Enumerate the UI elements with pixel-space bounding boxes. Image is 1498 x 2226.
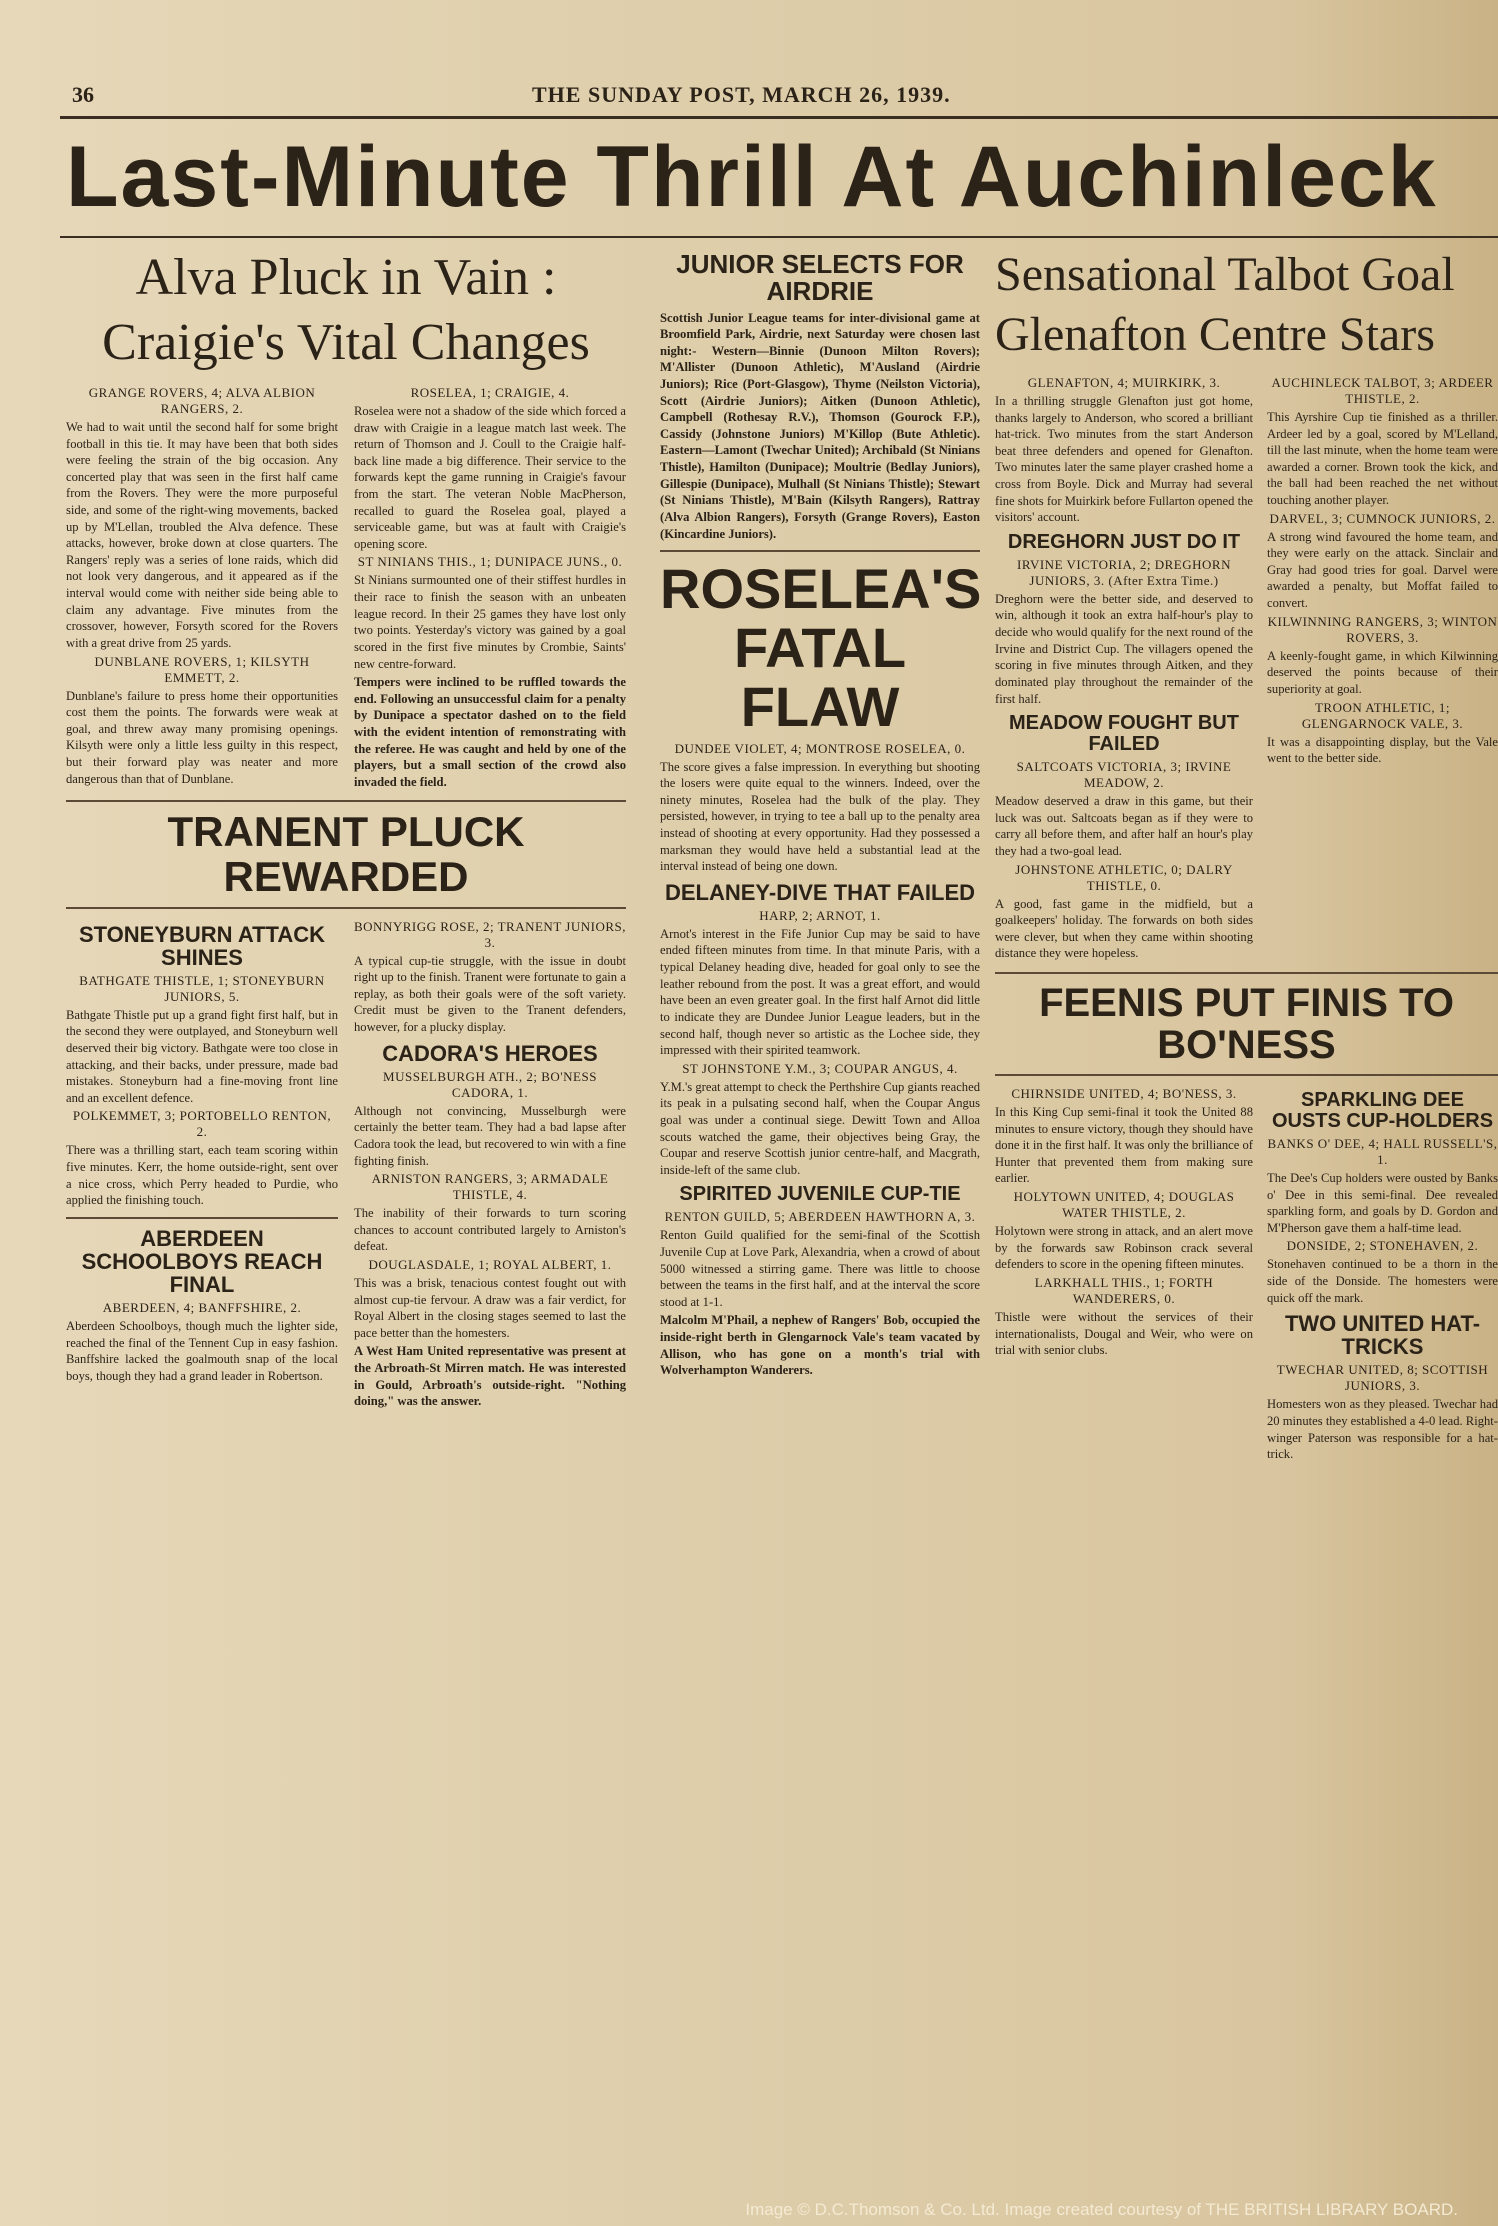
aberdeen-score: ABERDEEN, 4; BANFFSHIRE, 2. [102, 1300, 302, 1316]
right-lower-subcolumns [995, 1084, 1498, 1465]
stjohnstone-score: ST JOHNSTONE Y.M., 3; COUPAR ANGUS, 4. [682, 1060, 958, 1076]
alva-headline: Alva Pluck in Vain : [135, 249, 557, 306]
divider [66, 1217, 338, 1219]
two-united-headline: TWO UNITED HAT-TRICKS [1284, 1311, 1481, 1360]
westham-notice: A West Ham United representative was present at the Arbroath-St Mirren match. He was interested in Gould, Arbroath's outside-right. "Nothing doing," was the answer. [354, 1344, 626, 1409]
juvenile-headline: SPIRITED JUVENILE CUP-TIE [679, 1183, 961, 1206]
dundee-score: DUNDEE VIOLET, 4; MONTROSE ROSELEA, 0. [674, 740, 966, 756]
stoneyburn-headline: STONEYBURN ATTACK SHINES [78, 921, 326, 970]
chirnside-report: In this King Cup semi-final it took the United 88 minutes to ensure victory, though they should have done it in the first half. It was only the brilliance of Hunter that prevented them from making sure earlier. [995, 1105, 1253, 1186]
divider [66, 907, 626, 909]
renton-score: RENTON GUILD, 5; ABERDEEN HAWTHORN A, 3. [664, 1209, 976, 1225]
banks-report: The Dee's Cup holders were ousted by Banks o' Dee in this semi-final. Dee revealed sparkling form, and goals by D. Gordon and M'Pherson gave them a half-time lead. [1267, 1171, 1498, 1235]
subcolumn-d [354, 917, 626, 1412]
douglasdale-report: This was a brisk, tenacious contest fought out with almost cup-tie fervour. A draw was a fair verdict, for Royal Albert in the closing stages seemed to last the pace better than the homesters. [354, 1276, 626, 1340]
johnstone-report: A good, fast game in the midfield, but a goalkeepers' holiday. The forwards on both sides were clever, but when they came within shooting distance they were hopeless. [995, 896, 1253, 961]
delaney-headline: DELANEY-DIVE THAT FAILED [664, 879, 976, 905]
aberdeen-report: Aberdeen Schoolboys, though much the lighter side, reached the final of the Tennent Cup in easy fashion. Banffshire lacked the goalmouth snap of the local boys, though they had a grand leader in Robertson. [66, 1319, 338, 1383]
ninians-score: ST NINIANS THIS., 1; DUNIPACE JUNS., 0. [357, 554, 623, 570]
glenafton-headline: Glenafton Centre Stars [995, 308, 1435, 361]
junior-selects-headline: JUNIOR SELECTS FOR AIRDRIE [676, 249, 964, 307]
banner-headline: Last-Minute Thrill At Auchinleck [66, 129, 1438, 225]
cadora-headline: CADORA'S HEROES [382, 1040, 598, 1066]
subcolumn-e [995, 373, 1253, 964]
masthead [72, 82, 1448, 110]
darvel-report: A strong wind favoured the home team, and they were early on the attack. Sinclair and Gray had good tries for goal. Darvel were awarded a penalty, but Moffat failed to convert. [1267, 529, 1498, 611]
holytown-score: HOLYTOWN UNITED, 4; DOUGLAS WATER THISTLE, 2. [1013, 1189, 1235, 1221]
glenafton-report: In a thrilling struggle Glenafton just got home, thanks largely to Anderson, who scored a brilliant hat-trick. Two minutes from the start Anderson beat three defenders and opened for Glenafton. Two minutes later the same player crashed home a cross from Boyle. Dick and Murray had several fine shots for Muirkirk before Fullarton opened the visitors' account. [995, 394, 1253, 525]
page-number: 36 [72, 82, 94, 107]
kilwinning-score: KILWINNING RANGERS, 3; WINTON ROVERS, 3. [1267, 613, 1498, 645]
larkhall-report: Thistle were without the services of their internationalists, Dougal and Weir, who were on trial with senior clubs. [995, 1309, 1253, 1358]
meadow-score: SALTCOATS VICTORIA, 3; IRVINE MEADOW, 2. [1016, 759, 1232, 791]
subcolumn-b [354, 383, 626, 792]
ninians-report: St Ninians surmounted one of their stiffest hurdles in their race to finish the season with an unbeaten league record. In their 25 games they have lost only two points. Yesterday's victory was gained by a goal scored in the first five minutes by Crombie, Saints' new centre-forward. [354, 573, 626, 671]
right-subcolumns [995, 373, 1498, 964]
tranent-headline: TRANENT PLUCK REWARDED [167, 808, 525, 900]
johnstone-score: JOHNSTONE ATHLETIC, 0; DALRY THISTLE, 0. [1015, 861, 1233, 893]
arniston-score: ARNISTON RANGERS, 3; ARMADALE THISTLE, 4. [371, 1171, 609, 1203]
divider [995, 972, 1498, 974]
dundee-report: The score gives a false impression. In everything but shooting the losers were quite equal to the winners. Indeed, over the ninety minutes, Roselea had the bulk of the play. They persisted, however, in trying to tee a ball up to the penalty area instead of shooting at every opportunity. Had they possessed a marksman they would have held a substantial lead at the interval instead of being one down. [660, 759, 980, 874]
meadow-report: Meadow deserved a draw in this game, but their luck was out. Saltcoats began as if they were to carry all before them, and after half an hour's play they had a two-goal lead. [995, 794, 1253, 858]
right-column [995, 245, 1498, 1465]
dreghorn-report: Dreghorn were the better side, and deserved to win, although it took an extra half-hour's play to decide who would qualify for the next round of the Irvine and District Cup. The villagers opened the scoring in five minutes through Aitken, and they dominated play throughout the remainder of the first half. [995, 591, 1253, 706]
troon-score: TROON ATHLETIC, 1; GLENGARNOCK VALE, 3. [1301, 699, 1464, 731]
left-column [66, 245, 626, 1412]
polkemmet-score: POLKEMMET, 3; PORTOBELLO RENTON, 2. [72, 1108, 332, 1140]
twechar-report: Homesters won as they pleased. Twechar had 20 minutes they established a 4-0 lead. Right-winger Paterson was responsible for a hat-trick. [1267, 1397, 1498, 1462]
junior-selects-report: Scottish Junior League teams for inter-divisional game at Broomfield Park, Airdrie, next Saturday were chosen last night:- Western—Binnie (Dunoon Milton Rovers); M'Allister (Dunoon Athletic), M'Ausland (Airdrie Juniors); Rice (Port-Glasgow), Thyme (Neilston Victoria), Scott (Airdrie Juniors); Aitken (Dunoon Athletic), Campbell (Rothesay R.V.), Thomson (Gourock F.P.), Cassidy (Johnstone Juniors) M'Killop (Bute Athletic). Eastern—Lamont (Twechar United); Archibald (St Ninians Thistle), Hamilton (Dunipace); Moultrie (Bedlay Juniors), Gillespie (Dunipace), Mulhall (St Ninians Thistle); Stewart (St Ninians Thistle), M'Bain (Kilsyth Rangers), Rattray (Alva Albion Rangers), Forsyth (Grange Rovers), Easton (Kincardine Juniors). [660, 310, 980, 541]
bonnyrigg-report: A typical cup-tie struggle, with the issue in doubt right up to the finish. Tranent were fortunate to gain a replay, as both their goals were of the soft variety. Credit must be given to the Tranent defenders, however, for a plucky display. [354, 953, 626, 1035]
aberdeen-headline: ABERDEEN SCHOOLBOYS REACH FINAL [81, 1225, 323, 1298]
dreghorn-score: IRVINE VICTORIA, 2; DREGHORN JUNIORS, 3. (After Extra Time.) [1017, 556, 1231, 588]
harp-report: Arnot's interest in the Fife Junior Cup may be said to have ended fifteen minutes from time. In that minute Paris, with a typical Delaney heading dive, headed for goal only to see the leather rebound from the post. It was a great effort, and would have been an even greater goal. In the first half Arnot did little to indicate they are Dundee Junior League leaders, but in the second half, though never so artistic as the Lochee side, they impressed with their spirited teamwork. [660, 926, 980, 1058]
meadow-headline: MEADOW FOUGHT BUT FAILED [1009, 712, 1239, 756]
stjohnstone-report: Y.M.'s great attempt to check the Perthshire Cup giants reached its peak in a pulsating second half, when the Coupar Angus goal was under a continual siege. Dewitt Town and Alloa scouts watched the game, their objectives being Gray, the Coupar and reserve Scottish junior centre-half, and Macgrath, inside-left of the same club. [660, 1079, 980, 1177]
left-subcolumns [66, 383, 626, 792]
grange-score: GRANGE ROVERS, 4; ALVA ALBION RANGERS, 2. [88, 385, 316, 416]
copyright-watermark: Image © D.C.Thomson & Co. Ltd. Image created courtesy of THE BRITISH LIBRARY BOARD. [745, 2200, 1458, 2219]
auchinleck-report: This Ayrshire Cup tie finished as a thriller. Ardeer led by a goal, scored by M'Lelland, till the last minute, when the home team were awarded a corner. Brown took the kick, and the ball had been reached the net without touching another player. [1267, 410, 1498, 508]
glenafton-score: GLENAFTON, 4; MUIRKIRK, 3. [1027, 375, 1221, 390]
banks-score: BANKS O' DEE, 4; HALL RUSSELL'S, 1. [1267, 1136, 1498, 1168]
cadora-report: Although not convincing, Musselburgh were certainly the better team. They had a bad lapse after Cadora took the lead, but recovered to win with a fine fighting finish. [354, 1103, 626, 1168]
darvel-score: DARVEL, 3; CUMNOCK JUNIORS, 2. [1269, 510, 1496, 526]
tempers-notice: Tempers were inclined to be ruffled towards the end. Following an unsuccessful claim for a penalty by Dunipace a spectator dashed on to the field with the evident intention of remonstrating with the referee. He was caught and held by one of the players, but a small section of the crowd also invaded the field. [354, 675, 626, 789]
bonnyrigg-score: BONNYRIGG ROSE, 2; TRANENT JUNIORS, 3. [354, 918, 626, 950]
dreghorn-headline: DREGHORN JUST DO IT [1007, 530, 1241, 553]
twechar-score: TWECHAR UNITED, 8; SCOTTISH JUNIORS, 3. [1276, 1362, 1489, 1394]
dunblane-score: DUNBLANE ROVERS, 1; KILSYTH EMMETT, 2. [94, 653, 310, 685]
holytown-report: Holytown were strong in attack, and an alert move by the forwards saw Robinson crack several defenders to score in the opening fifteen minutes. [995, 1224, 1253, 1272]
craigie-headline: Craigie's Vital Changes [102, 314, 590, 371]
stoneyburn-score: BATHGATE THISTLE, 1; STONEYBURN JUNIORS, 5. [79, 972, 325, 1004]
mphail-notice: Malcolm M'Phail, a nephew of Rangers' Bob, occupied the inside-right berth in Glengarnock Vale's team vacated by Allison, who has gone on a month's trial with Wolverhampton Wanderers. [660, 1313, 980, 1378]
masthead-rule [60, 116, 1498, 119]
cadora-score: MUSSELBURGH ATH., 2; BO'NESS CADORA, 1. [383, 1068, 597, 1100]
polkemmet-report: There was a thrilling start, each team scoring within five minutes. Kerr, the home outside-right, sent over a nice cross, which Perry headed to Purdie, who applied the finishing touch. [66, 1143, 338, 1208]
divider [66, 800, 626, 802]
larkhall-score: LARKHALL THIS., 1; FORTH WANDERERS, 0. [1034, 1274, 1214, 1306]
sparkling-dee-headline: SPARKLING DEE OUSTS CUP-HOLDERS [1271, 1089, 1494, 1133]
subcolumn-f [1267, 373, 1498, 964]
douglasdale-score: DOUGLASDALE, 1; ROYAL ALBERT, 1. [368, 1257, 612, 1272]
subcolumn-c [66, 917, 338, 1412]
donside-report: Stonehaven continued to be a thorn in the side of the Donside. The homesters were quick off the mark. [1267, 1257, 1498, 1305]
talbot-headline: Sensational Talbot Goal [995, 248, 1455, 301]
subcolumn-g [995, 1084, 1253, 1465]
roselea-score: ROSELEA, 1; CRAIGIE, 4. [410, 385, 570, 400]
troon-report: It was a disappointing display, but the Vale went to the better side. [1267, 734, 1498, 766]
grange-report: We had to wait until the second half for some bright football in this tie. It may have been that both sides were feeling the strain of the big occasion. Any concerted play that was seen in the first half came from the Rovers. They were the more purposeful side, and some of the right-wing movements, backed up by M'Lellan, troubled the Alva defence. These attacks, however, broke down at close quarters. The Rangers' reply was a series of lone raids, which did not look very dangerous, and it appeared as if the interval would come with neither side being able to claim any advantage. Five minutes from the crossover, however, Forsyth scored for the Rovers with a great drive from 25 yards. [66, 420, 338, 650]
dunblane-report: Dunblane's failure to press home their opportunities cost them the points. The forwards were weak at goal, and threw away many promising openings. Kilsyth were only a little less guilty in this respect, but their forward play was neater and more dangerous than that of Dunblane. [66, 688, 338, 786]
divider [660, 550, 980, 552]
masthead-title: THE SUNDAY POST, MARCH 26, 1939. [532, 82, 951, 107]
subcolumn-h [1267, 1084, 1498, 1465]
arniston-report: The inability of their forwards to turn scoring chances to account contributed largely to Arniston's defeat. [354, 1206, 626, 1254]
divider [995, 1074, 1498, 1076]
auchinleck-score: AUCHINLECK TALBOT, 3; ARDEER THISTLE, 2. [1271, 375, 1494, 406]
stoneyburn-report: Bathgate Thistle put up a grand fight first half, but in the second they were outplayed, and Stoneyburn well deserved their big victory. Bathgate were too close in attacking, and their backs, under pressure, made bad mistakes. Stoneyburn had a fine-moving front line and an excellent defence. [66, 1007, 338, 1105]
renton-report: Renton Guild qualified for the semi-final of the Scottish Juvenile Cup at Love Park, Alexandria, when a crowd of about 5000 witnessed a stirring game. There was little to choose between the teams in the first half, and at the interval the score stood at 1-1. [660, 1228, 980, 1309]
banner-rule [60, 236, 1498, 238]
roselea-report: Roselea were not a shadow of the side which forced a draw with Craigie in a league match last week. The return of Thomson and J. Coull to the Craigie half-back line made a big difference. Their service to the forwards kept the game running in Craigie's favour from the start. The veteran Noble MacPherson, recalled to guard the Roselea goal, played a serviceable game, but was at fault with Craigie's opening score. [354, 404, 626, 551]
feenis-headline: FEENIS PUT FINIS TO BO'NESS [1039, 981, 1454, 1068]
subcolumn-a [66, 383, 338, 792]
roselea-flaw-headline: ROSELEA'S FATAL FLAW [660, 557, 982, 738]
middle-column [660, 245, 980, 1381]
left-lower-subcolumns [66, 917, 626, 1412]
donside-score: DONSIDE, 2; STONEHAVEN, 2. [1286, 1238, 1479, 1254]
chirnside-score: CHIRNSIDE UNITED, 4; BO'NESS, 3. [1011, 1086, 1237, 1102]
harp-score: HARP, 2; ARNOT, 1. [759, 907, 881, 923]
kilwinning-report: A keenly-fought game, in which Kilwinning deserved the points because of their superiority at goal. [1267, 648, 1498, 696]
